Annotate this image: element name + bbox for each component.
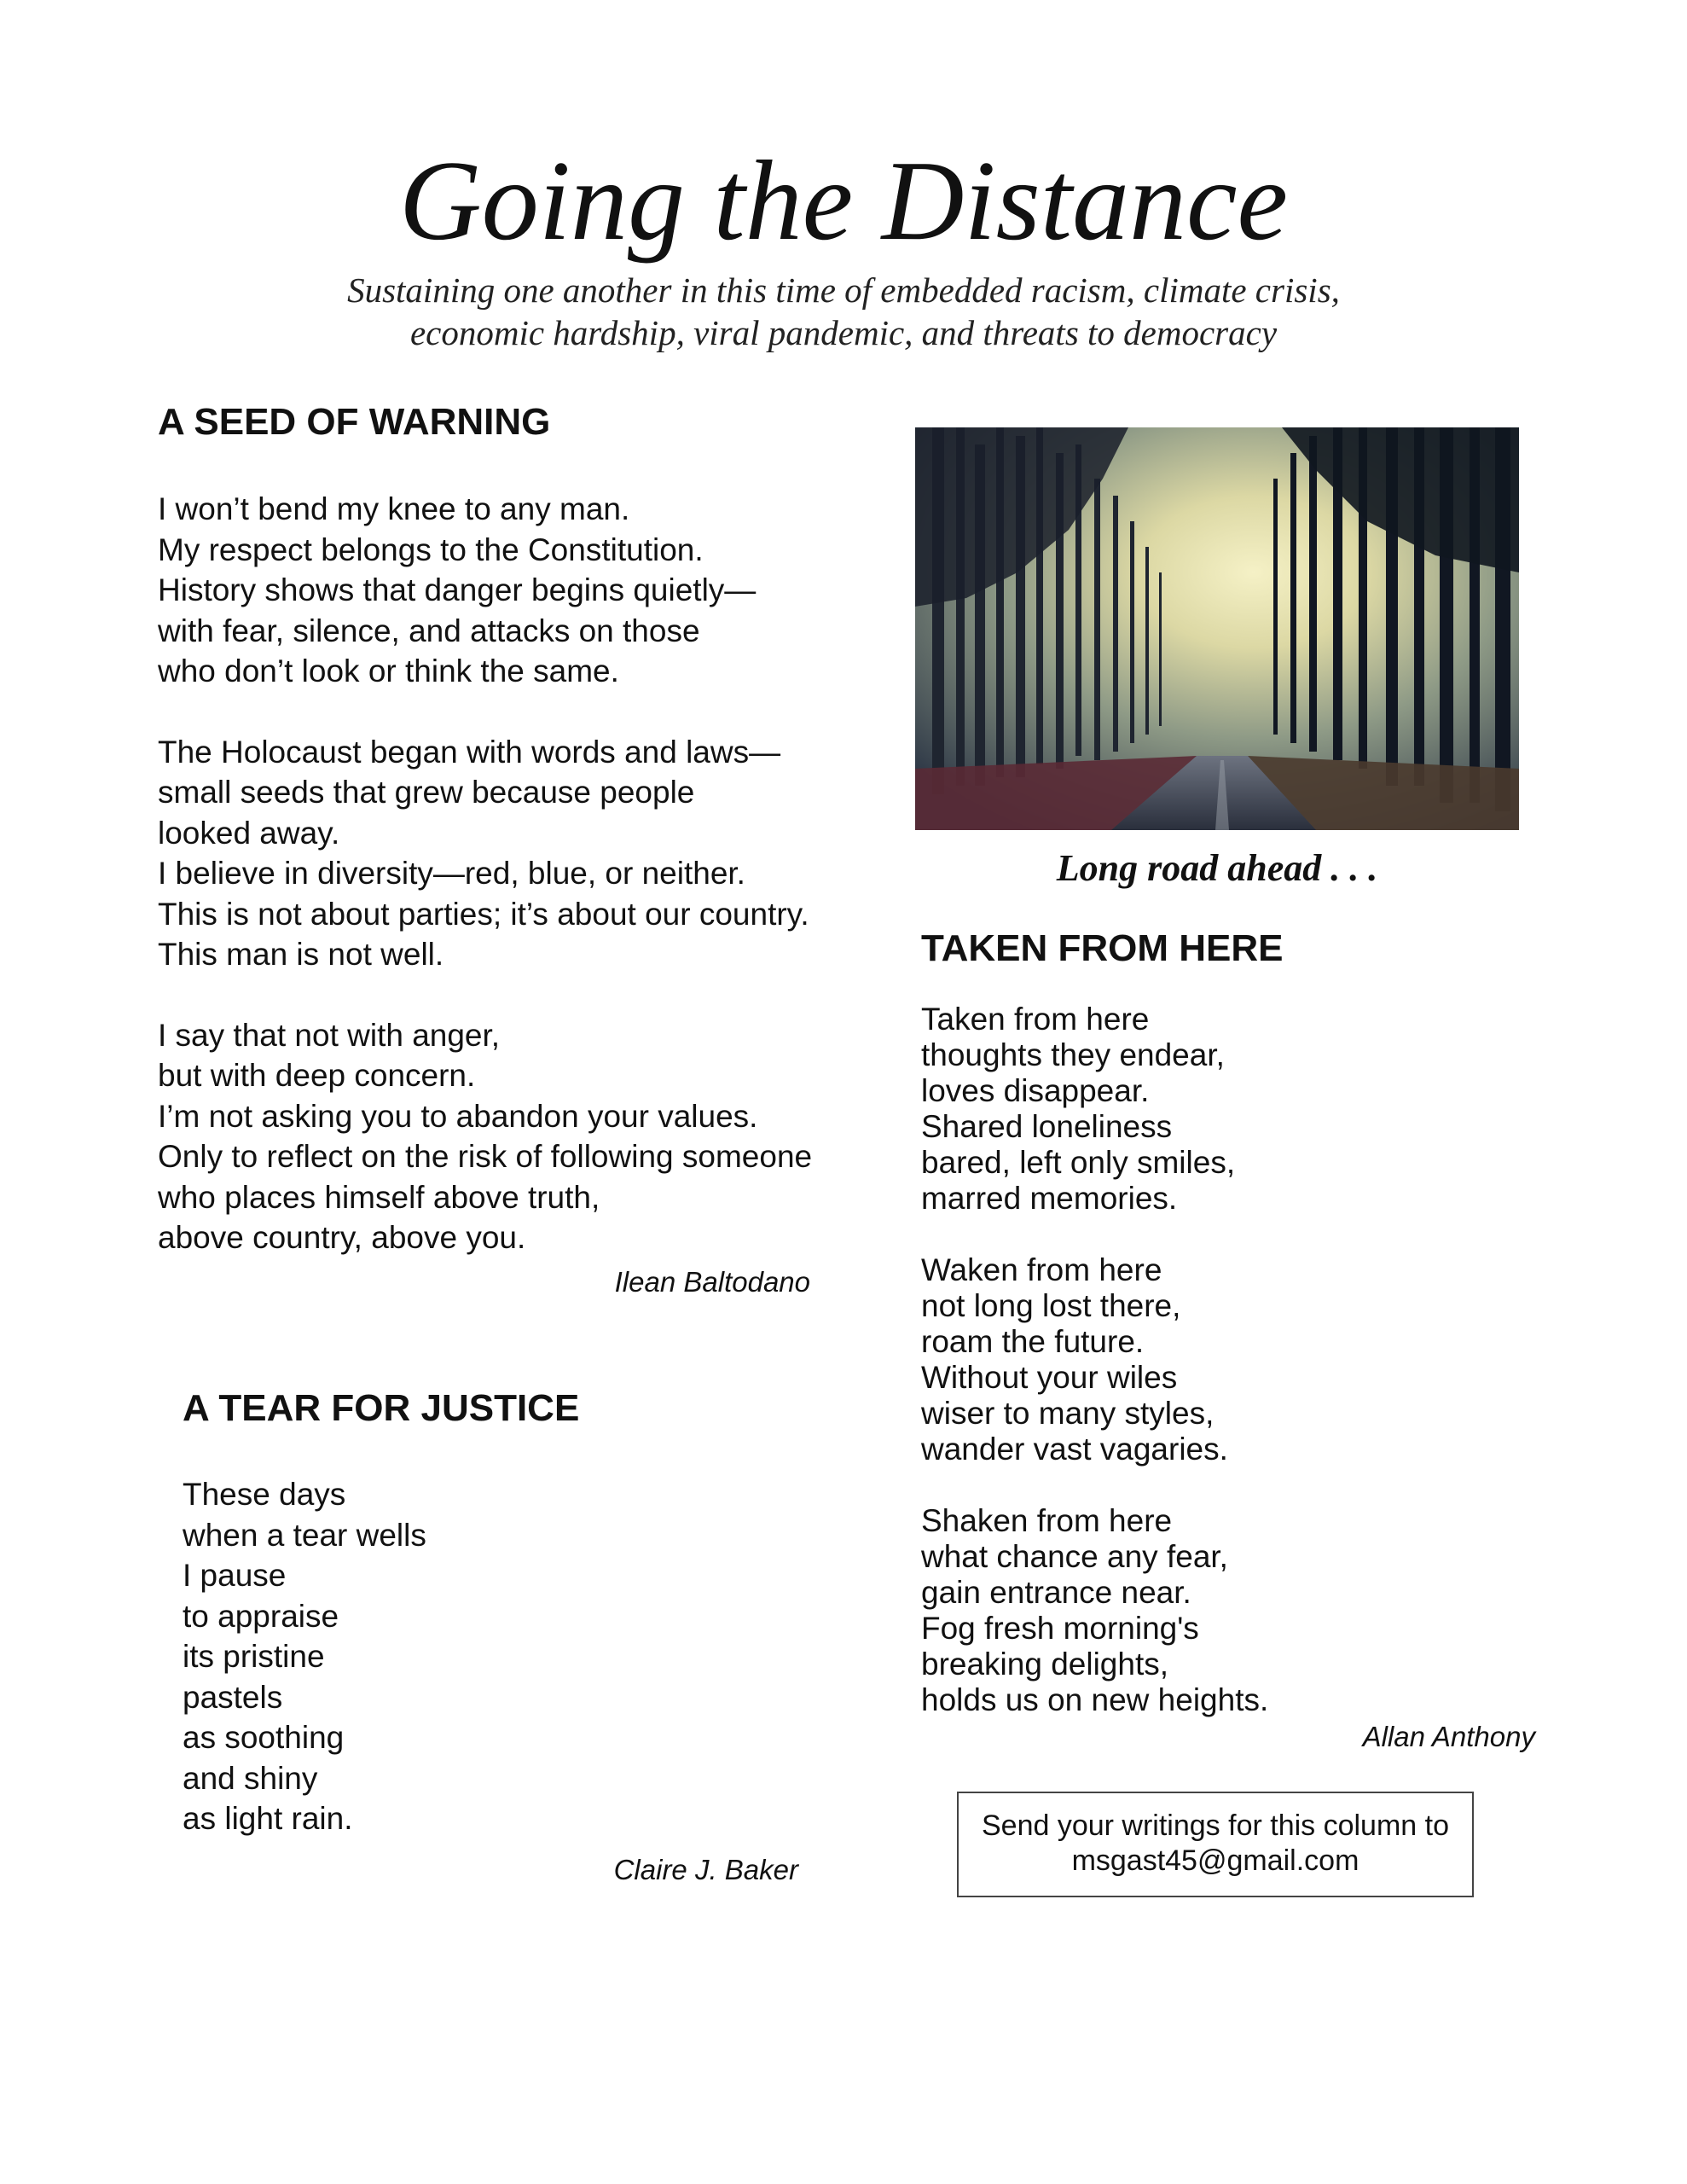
- subtitle-line: economic hardship, viral pandemic, and threats to democracy: [409, 313, 1278, 352]
- poem-line: with fear, silence, and attacks on those: [158, 613, 700, 648]
- poem-title: A TEAR FOR JUSTICE: [183, 1387, 580, 1429]
- poem-line: bared, left only smiles,: [921, 1145, 1236, 1180]
- poem-line: but with deep concern.: [158, 1058, 476, 1093]
- subtitle-line: Sustaining one another in this time of embedded racism, climate crisis,: [347, 270, 1340, 310]
- poem-line: roam the future.: [921, 1324, 1145, 1359]
- poem-line: thoughts they endear,: [921, 1037, 1225, 1072]
- poem-line: gain entrance near.: [921, 1575, 1191, 1610]
- stanza-break: [158, 692, 812, 732]
- poem-line: Shared loneliness: [921, 1109, 1173, 1144]
- poem-line: marred memories.: [921, 1181, 1178, 1216]
- poem-line: pastels: [183, 1679, 283, 1715]
- poem-line: I pause: [183, 1558, 287, 1593]
- submission-email[interactable]: msgast45@gmail.com: [1071, 1844, 1359, 1877]
- poem-line: looked away.: [158, 815, 340, 851]
- poem-line: These days: [183, 1477, 346, 1512]
- poem-line: I’m not asking you to abandon your values.: [158, 1098, 758, 1134]
- poem-author: Claire J. Baker: [613, 1854, 798, 1885]
- photo-caption: Long road ahead . . .: [1056, 847, 1378, 889]
- poem-line: its pristine: [183, 1639, 325, 1674]
- poem-author: Allan Anthony: [1362, 1721, 1535, 1752]
- page-subtitle: [0, 269, 1687, 354]
- poem-line: what chance any fear,: [921, 1539, 1228, 1574]
- poem-line: to appraise: [183, 1598, 339, 1634]
- poem-line: and shiny: [183, 1760, 318, 1796]
- poem-line: small seeds that grew because people: [158, 775, 695, 810]
- poem-line: I say that not with anger,: [158, 1017, 501, 1053]
- poem-line: wander vast vagaries.: [921, 1432, 1228, 1467]
- poem-line: who don’t look or think the same.: [158, 653, 619, 688]
- poem-body-tear-for-justice: [183, 1474, 426, 1839]
- stanza-break: [158, 975, 812, 1015]
- poem-line: My respect belongs to the Constitution.: [158, 531, 704, 567]
- poem-line: I won’t bend my knee to any man.: [158, 491, 630, 526]
- poem-author: Ilean Baltodano: [614, 1266, 810, 1298]
- poem-title: TAKEN FROM HERE: [921, 927, 1284, 969]
- poem-line: Only to reflect on the risk of following someone: [158, 1139, 813, 1174]
- poem-line: This is not about parties; it’s about our country.: [158, 896, 809, 932]
- poem-line: I believe in diversity—red, blue, or neither.: [158, 856, 745, 891]
- poem-line: above country, above you.: [158, 1220, 526, 1255]
- poem-line: who places himself above truth,: [158, 1179, 600, 1215]
- poem-line: History shows that danger begins quietly—: [158, 572, 757, 607]
- poem-line: The Holocaust began with words and laws—: [158, 734, 781, 770]
- poem-body-seed-of-warning: [158, 489, 812, 1258]
- poem-line: Taken from here: [921, 1002, 1150, 1037]
- poem-line: Waken from here: [921, 1252, 1162, 1287]
- poem-line: Without your wiles: [921, 1360, 1178, 1395]
- poem-line: breaking delights,: [921, 1647, 1169, 1682]
- poem-line: when a tear wells: [183, 1517, 426, 1553]
- poem-line: not long lost there,: [921, 1288, 1181, 1323]
- poem-title: A SEED OF WARNING: [158, 401, 551, 443]
- poem-line: holds us on new heights.: [921, 1682, 1269, 1717]
- poem-body-taken-from-here: [921, 1002, 1268, 1718]
- submission-notice-box: [957, 1792, 1474, 1897]
- page-title: Going the Distance: [398, 137, 1289, 264]
- poem-line: This man is not well.: [158, 937, 444, 972]
- poem-line: Shaken from here: [921, 1503, 1173, 1538]
- poem-line: as light rain.: [183, 1801, 353, 1836]
- poem-line: as soothing: [183, 1720, 345, 1755]
- poem-line: Fog fresh morning's: [921, 1611, 1199, 1646]
- forest-road-photo: [915, 427, 1519, 830]
- submission-text: Send your writings for this column to: [981, 1809, 1450, 1842]
- poem-line: wiser to many styles,: [921, 1396, 1215, 1431]
- poem-line: loves disappear.: [921, 1073, 1150, 1108]
- stanza-break: [921, 1467, 1268, 1503]
- stanza-break: [921, 1217, 1268, 1252]
